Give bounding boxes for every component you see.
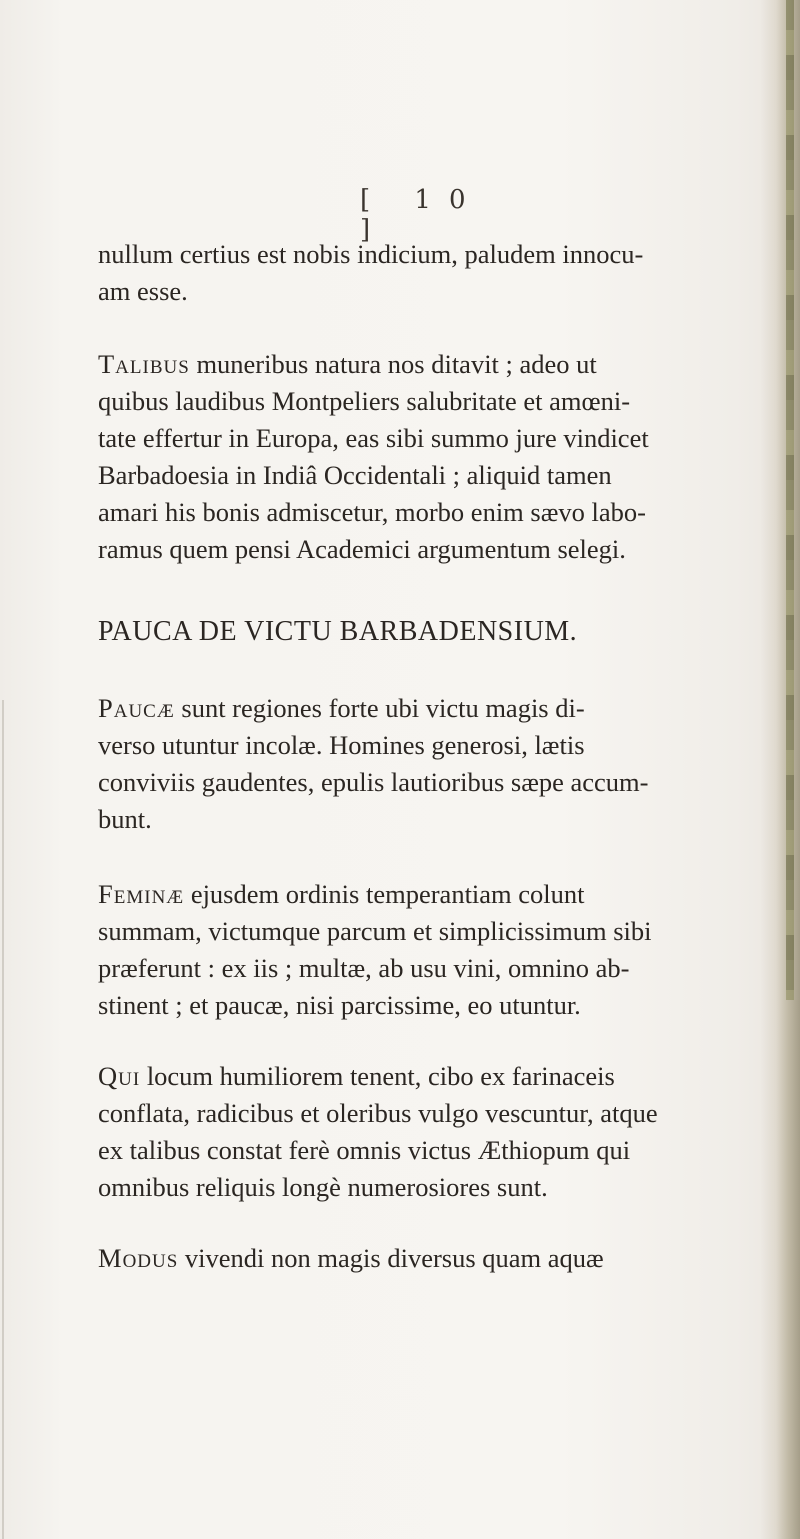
margin-fold bbox=[2, 700, 4, 1539]
text-line: conviviis gaudentes, epulis lautioribus sæpe accum- bbox=[98, 767, 649, 797]
text-line: ejusdem ordinis temperantiam colunt bbox=[184, 879, 585, 909]
paragraph-5 bbox=[98, 1058, 778, 1206]
text-line: locum humiliorem tenent, cibo ex farinaceis bbox=[140, 1061, 615, 1091]
text-line: ramus quem pensi Academici argumentum selegi. bbox=[98, 534, 626, 564]
text-line: stinent ; et paucæ, nisi parcissime, eo utuntur. bbox=[98, 990, 581, 1020]
paragraph-2 bbox=[98, 346, 778, 568]
text-line: bunt. bbox=[98, 804, 152, 834]
text-line: muneribus natura nos ditavit ; adeo ut bbox=[189, 349, 597, 379]
text-line: quibus laudibus Montpeliers salubritate et amœni- bbox=[98, 386, 631, 416]
section-heading: PAUCA DE VICTU BARBADENSIUM. bbox=[98, 616, 578, 647]
lead-word: Qui bbox=[98, 1061, 141, 1091]
paragraph-6 bbox=[98, 1240, 778, 1277]
lead-word: Talibus bbox=[98, 349, 190, 379]
text-line: ex talibus constat ferè omnis victus Æthiopum qui bbox=[98, 1135, 631, 1165]
text-line: præferunt : ex iis ; multæ, ab usu vini, omnino ab- bbox=[98, 953, 630, 983]
text-line: conflata, radicibus et oleribus vulgo vescuntur, atque bbox=[98, 1098, 658, 1128]
text-line: omnibus reliquis longè numerosiores sunt. bbox=[98, 1172, 548, 1202]
text-line: tate effertur in Europa, eas sibi summo jure vindicet bbox=[98, 423, 649, 453]
text-line: sunt regiones forte ubi victu magis di- bbox=[174, 693, 585, 723]
text-line: verso utuntur incolæ. Homines generosi, lætis bbox=[98, 730, 585, 760]
lead-word: Paucæ bbox=[98, 693, 175, 723]
paragraph-4 bbox=[98, 876, 778, 1024]
paragraph-1 bbox=[98, 236, 778, 310]
binding-strip bbox=[786, 0, 794, 1000]
lead-word: Modus bbox=[98, 1243, 179, 1273]
paragraph-3 bbox=[98, 690, 778, 838]
page-number: [ 10 ] bbox=[360, 185, 484, 245]
text-line: nullum certius est nobis indicium, paludem innocu- bbox=[98, 239, 644, 269]
text-line: am esse. bbox=[98, 276, 188, 306]
lead-word: Feminæ bbox=[98, 879, 185, 909]
text-line: vivendi non magis diversus quam aquæ bbox=[178, 1243, 604, 1273]
text-line: summam, victumque parcum et simplicissimum sibi bbox=[98, 916, 652, 946]
text-line: amari his bonis admiscetur, morbo enim sævo labo- bbox=[98, 497, 646, 527]
text-line: Barbadoesia in Indiâ Occidentali ; aliquid tamen bbox=[98, 460, 612, 490]
